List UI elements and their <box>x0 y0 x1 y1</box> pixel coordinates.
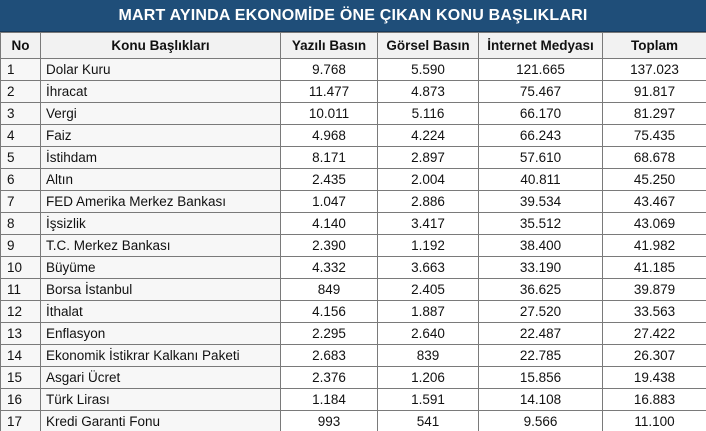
topic-name: Asgari Ücret <box>41 367 281 389</box>
internet-media-value: 66.170 <box>479 103 603 125</box>
table-row <box>1 191 706 213</box>
table-row <box>1 367 706 389</box>
header-no: No <box>1 33 41 59</box>
total-value: 81.297 <box>603 103 706 125</box>
row-number: 14 <box>1 345 41 367</box>
print-press-value: 1.184 <box>281 389 378 411</box>
total-value: 41.982 <box>603 235 706 257</box>
table-row <box>1 59 706 81</box>
table-row <box>1 103 706 125</box>
topic-name: Kredi Garanti Fonu <box>41 411 281 431</box>
internet-media-value: 9.566 <box>479 411 603 431</box>
print-press-value: 2.683 <box>281 345 378 367</box>
row-number: 6 <box>1 169 41 191</box>
internet-media-value: 15.856 <box>479 367 603 389</box>
visual-press-value: 1.887 <box>378 301 479 323</box>
row-number: 1 <box>1 59 41 81</box>
visual-press-value: 2.004 <box>378 169 479 191</box>
header-internet-media: İnternet Medyası <box>479 33 603 59</box>
visual-press-value: 5.116 <box>378 103 479 125</box>
row-number: 13 <box>1 323 41 345</box>
visual-press-value: 2.886 <box>378 191 479 213</box>
total-value: 41.185 <box>603 257 706 279</box>
print-press-value: 4.156 <box>281 301 378 323</box>
print-press-value: 2.435 <box>281 169 378 191</box>
visual-press-value: 2.640 <box>378 323 479 345</box>
row-number: 16 <box>1 389 41 411</box>
table-row <box>1 345 706 367</box>
table-row <box>1 257 706 279</box>
header-print-press: Yazılı Basın <box>281 33 378 59</box>
total-value: 39.879 <box>603 279 706 301</box>
row-number: 3 <box>1 103 41 125</box>
print-press-value: 4.140 <box>281 213 378 235</box>
print-press-value: 8.171 <box>281 147 378 169</box>
visual-press-value: 3.663 <box>378 257 479 279</box>
row-number: 12 <box>1 301 41 323</box>
topic-name: İstihdam <box>41 147 281 169</box>
internet-media-value: 121.665 <box>479 59 603 81</box>
topic-name: Enflasyon <box>41 323 281 345</box>
header-total: Toplam <box>603 33 706 59</box>
total-value: 19.438 <box>603 367 706 389</box>
topic-name: İthalat <box>41 301 281 323</box>
header-topic: Konu Başlıkları <box>41 33 281 59</box>
total-value: 75.435 <box>603 125 706 147</box>
topic-name: Vergi <box>41 103 281 125</box>
print-press-value: 849 <box>281 279 378 301</box>
topic-name: Dolar Kuru <box>41 59 281 81</box>
internet-media-value: 22.785 <box>479 345 603 367</box>
visual-press-value: 1.591 <box>378 389 479 411</box>
total-value: 68.678 <box>603 147 706 169</box>
header-row <box>1 33 706 59</box>
row-number: 17 <box>1 411 41 431</box>
visual-press-value: 541 <box>378 411 479 431</box>
print-press-value: 10.011 <box>281 103 378 125</box>
topic-name: Türk Lirası <box>41 389 281 411</box>
row-number: 8 <box>1 213 41 235</box>
row-number: 11 <box>1 279 41 301</box>
visual-press-value: 2.897 <box>378 147 479 169</box>
total-value: 33.563 <box>603 301 706 323</box>
row-number: 15 <box>1 367 41 389</box>
internet-media-value: 22.487 <box>479 323 603 345</box>
total-value: 43.069 <box>603 213 706 235</box>
visual-press-value: 839 <box>378 345 479 367</box>
internet-media-value: 40.811 <box>479 169 603 191</box>
topic-name: Büyüme <box>41 257 281 279</box>
internet-media-value: 35.512 <box>479 213 603 235</box>
internet-media-value: 38.400 <box>479 235 603 257</box>
topic-name: FED Amerika Merkez Bankası <box>41 191 281 213</box>
total-value: 26.307 <box>603 345 706 367</box>
row-number: 10 <box>1 257 41 279</box>
table-body <box>1 59 706 431</box>
topic-name: T.C. Merkez Bankası <box>41 235 281 257</box>
visual-press-value: 5.590 <box>378 59 479 81</box>
print-press-value: 9.768 <box>281 59 378 81</box>
table-row <box>1 169 706 191</box>
row-number: 4 <box>1 125 41 147</box>
total-value: 11.100 <box>603 411 706 431</box>
table-row <box>1 81 706 103</box>
topic-name: Altın <box>41 169 281 191</box>
print-press-value: 2.295 <box>281 323 378 345</box>
internet-media-value: 57.610 <box>479 147 603 169</box>
print-press-value: 993 <box>281 411 378 431</box>
header-visual-press: Görsel Basın <box>378 33 479 59</box>
row-number: 7 <box>1 191 41 213</box>
total-value: 45.250 <box>603 169 706 191</box>
topic-name: Ekonomik İstikrar Kalkanı Paketi <box>41 345 281 367</box>
table-title: MART AYINDA EKONOMİDE ÖNE ÇIKAN KONU BAŞLIKLARI <box>0 0 706 32</box>
table-row <box>1 279 706 301</box>
visual-press-value: 3.417 <box>378 213 479 235</box>
row-number: 9 <box>1 235 41 257</box>
total-value: 91.817 <box>603 81 706 103</box>
internet-media-value: 66.243 <box>479 125 603 147</box>
table-row <box>1 147 706 169</box>
internet-media-value: 27.520 <box>479 301 603 323</box>
internet-media-value: 36.625 <box>479 279 603 301</box>
table-row <box>1 323 706 345</box>
print-press-value: 4.968 <box>281 125 378 147</box>
table-row <box>1 411 706 431</box>
topic-name: Faiz <box>41 125 281 147</box>
total-value: 137.023 <box>603 59 706 81</box>
topic-name: İşsizlik <box>41 213 281 235</box>
table-row <box>1 235 706 257</box>
internet-media-value: 39.534 <box>479 191 603 213</box>
table-row <box>1 301 706 323</box>
topic-name: Borsa İstanbul <box>41 279 281 301</box>
visual-press-value: 4.873 <box>378 81 479 103</box>
table-row <box>1 389 706 411</box>
total-value: 27.422 <box>603 323 706 345</box>
row-number: 2 <box>1 81 41 103</box>
row-number: 5 <box>1 147 41 169</box>
visual-press-value: 1.206 <box>378 367 479 389</box>
internet-media-value: 75.467 <box>479 81 603 103</box>
print-press-value: 4.332 <box>281 257 378 279</box>
print-press-value: 1.047 <box>281 191 378 213</box>
print-press-value: 11.477 <box>281 81 378 103</box>
print-press-value: 2.376 <box>281 367 378 389</box>
internet-media-value: 33.190 <box>479 257 603 279</box>
visual-press-value: 2.405 <box>378 279 479 301</box>
topic-name: İhracat <box>41 81 281 103</box>
internet-media-value: 14.108 <box>479 389 603 411</box>
table-row <box>1 213 706 235</box>
visual-press-value: 4.224 <box>378 125 479 147</box>
table-row <box>1 125 706 147</box>
total-value: 43.467 <box>603 191 706 213</box>
print-press-value: 2.390 <box>281 235 378 257</box>
total-value: 16.883 <box>603 389 706 411</box>
visual-press-value: 1.192 <box>378 235 479 257</box>
topics-table <box>0 32 706 431</box>
